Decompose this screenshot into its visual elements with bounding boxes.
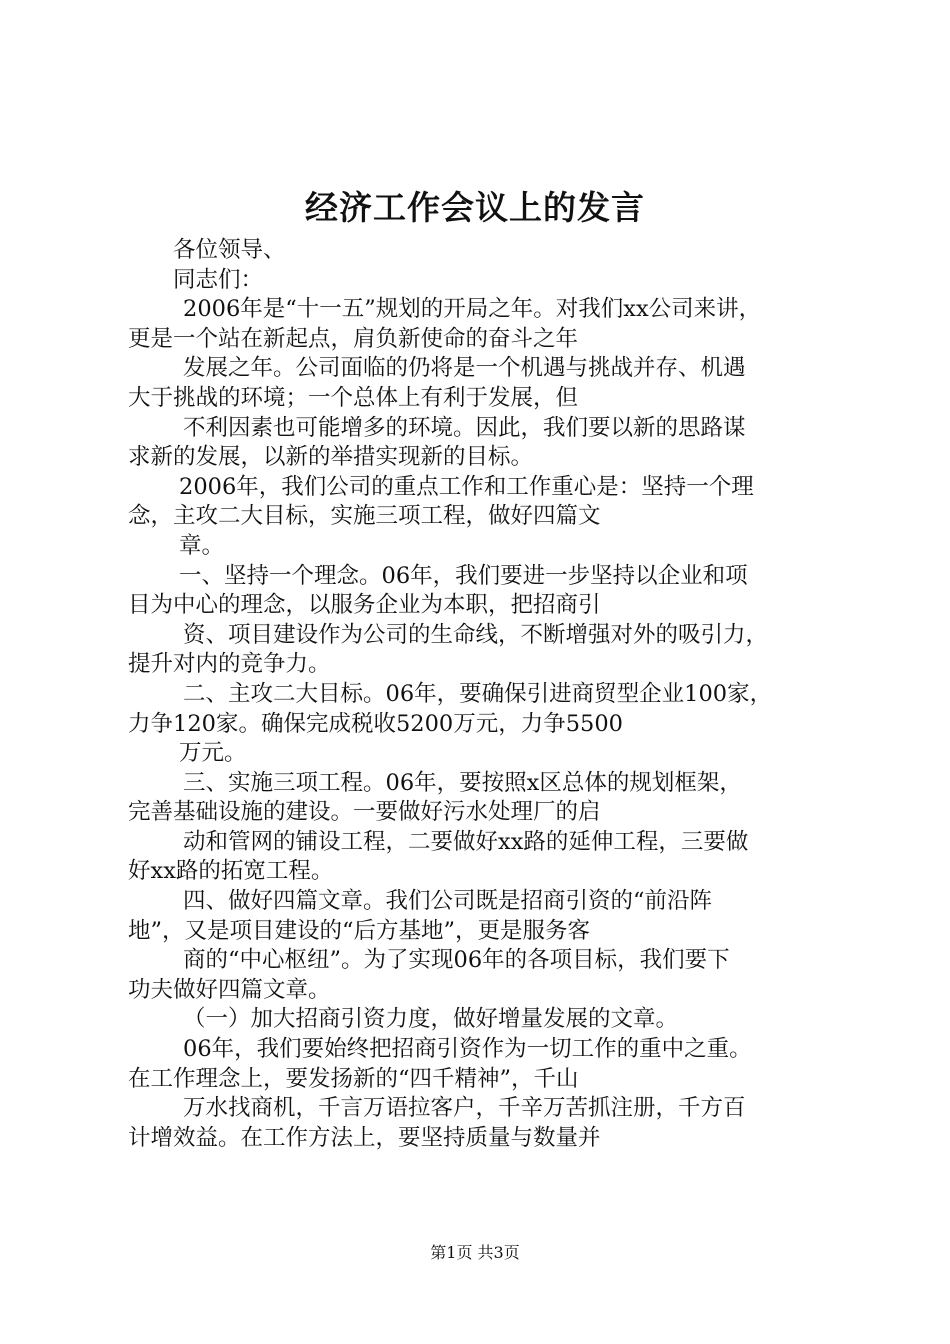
paragraph-line: 在工作理念上，要发扬新的“四千精神”，千山 (128, 1065, 579, 1092)
paragraph-line: 四、做好四篇文章。我们公司既是招商引资的“前沿阵 (183, 888, 713, 915)
paragraph-line: 念，主攻二大目标，实施三项工程，做好四篇文 (128, 503, 601, 530)
paragraph-line: 提升对内的竞争力。 (128, 651, 331, 678)
paragraph-line: 二、主攻二大目标。06年，要确保引进商贸型企业100家， (183, 680, 773, 707)
paragraph-line: 三、实施三项工程。06年，要按照x区总体的规划框架， (183, 769, 742, 796)
document-body (128, 236, 833, 1153)
paragraph-line: 资、项目建设作为公司的生命线，不断增强对外的吸引力， (183, 621, 769, 648)
paragraph-line: 万水找商机，千言万语拉客户，千辛万苦抓注册，千方百 (183, 1095, 746, 1122)
salutation-line: 各位领导、 (173, 237, 286, 263)
paragraph-line: 不利因素也可能增多的环境。因此，我们要以新的思路谋 (183, 414, 746, 441)
document-title: 经济工作会议上的发言 (305, 188, 645, 227)
paragraph-line: 求新的发展，以新的举措实现新的目标。 (128, 444, 534, 471)
paragraph-line: 地”，又是项目建设的“后方基地”，更是服务客 (128, 917, 591, 944)
paragraph-line: 功夫做好四篇文章。 (128, 976, 331, 1003)
paragraph-line: 万元。 (179, 740, 247, 767)
paragraph-line: 章。 (179, 532, 225, 559)
paragraph-line: 动和管网的铺设工程，二要做好xx路的延伸工程，三要做 (183, 828, 749, 855)
paragraph-line: 目为中心的理念，以服务企业为本职，把招商引 (128, 592, 601, 619)
paragraph-line: 商的“中心枢纽”。为了实现06年的各项目标，我们要下 (183, 947, 730, 974)
paragraph-line: 发展之年。公司面临的仍将是一个机遇与挑战并存、机遇 (183, 355, 746, 382)
paragraph-line: 2006年是“十一五”规划的开局之年。对我们xx公司来讲， (183, 296, 762, 323)
salutation-line: 同志们： (173, 266, 264, 293)
paragraph-line: 06年，我们要始终把招商引资作为一切工作的重中之重。 (183, 1036, 752, 1063)
paragraph-line: 大于挑战的环境；一个总体上有利于发展，但 (128, 384, 579, 411)
paragraph-line: 计增效益。在工作方法上，要坚持质量与数量并 (128, 1124, 601, 1151)
paragraph-line: 更是一个站在新起点，肩负新使命的奋斗之年 (128, 325, 579, 352)
page-number-footer: 第1页 共3页 (430, 1243, 520, 1262)
paragraph-line: 好xx路的拓宽工程。 (128, 858, 334, 885)
paragraph-line: 力争120家。确保完成税收5200万元，力争5500 (128, 710, 623, 737)
paragraph-line: 2006年，我们公司的重点工作和工作重心是：坚持一个理 (179, 473, 754, 500)
paragraph-line: 完善基础设施的建设。一要做好污水处理厂的启 (128, 799, 601, 826)
paragraph-line: 一、坚持一个理念。06年，我们要进一步坚持以企业和项 (179, 562, 748, 589)
section-heading-line: （一）加大招商引资力度，做好增量发展的文章。 (183, 1006, 679, 1033)
